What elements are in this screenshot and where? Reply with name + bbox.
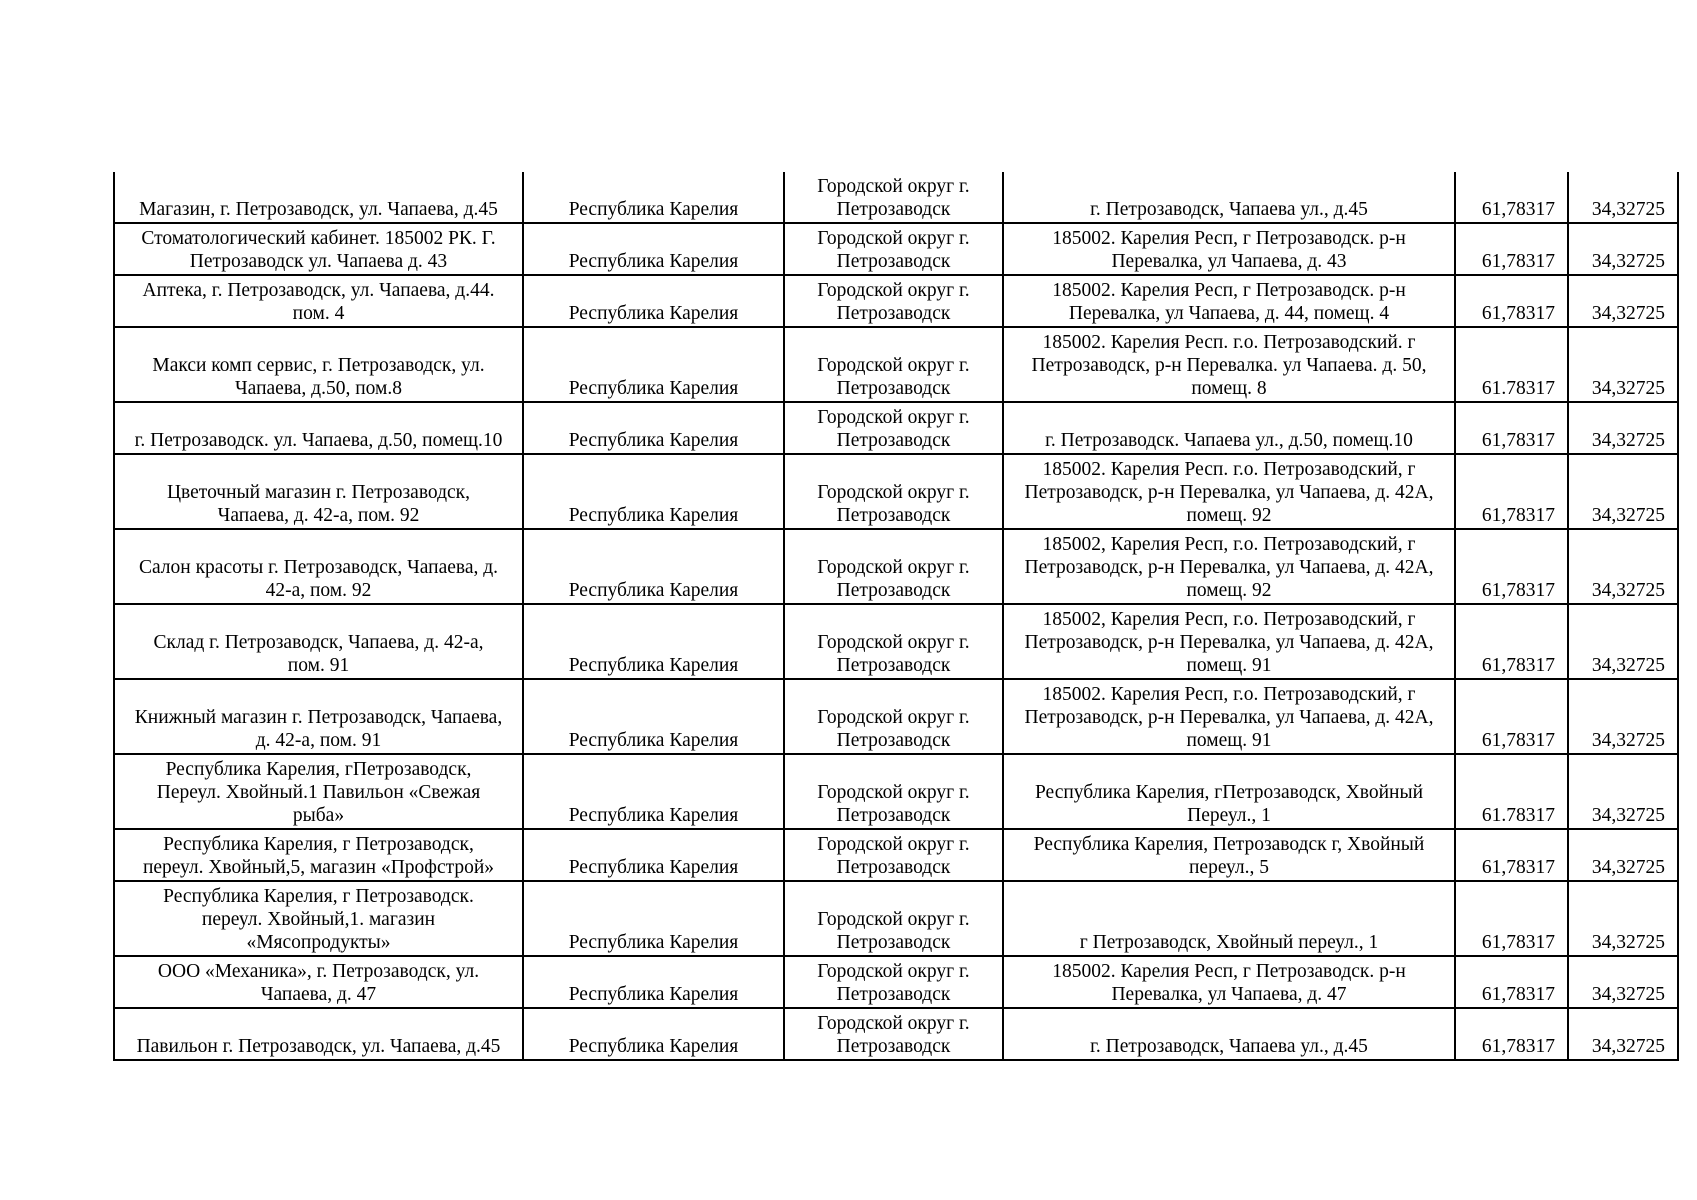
object-name-cell: Цветочный магазин г. Петрозаводск, Чапаева, д. 42-а, пом. 92 — [114, 454, 523, 529]
address-cell: 185002. Карелия Респ, г Петрозаводск. р-н Перевалка, ул Чапаева, д. 47 — [1003, 956, 1455, 1008]
latitude-cell: 61,78317 — [1455, 529, 1568, 604]
region-cell: Республика Карелия — [523, 754, 784, 829]
table-row — [114, 172, 1678, 223]
object-name-cell: Аптека, г. Петрозаводск, ул. Чапаева, д.44. пом. 4 — [114, 275, 523, 327]
district-cell: Городской округ г. Петрозаводск — [784, 956, 1003, 1008]
address-cell: г. Петрозаводск, Чапаева ул., д.45 — [1003, 1008, 1455, 1060]
longitude-cell: 34,32725 — [1568, 327, 1678, 402]
region-cell: Республика Карелия — [523, 402, 784, 454]
longitude-cell: 34,32725 — [1568, 679, 1678, 754]
district-cell: Городской округ г. Петрозаводск — [784, 172, 1003, 223]
table-row — [114, 881, 1678, 956]
longitude-cell: 34,32725 — [1568, 1008, 1678, 1060]
region-cell: Республика Карелия — [523, 956, 784, 1008]
district-cell: Городской округ г. Петрозаводск — [784, 327, 1003, 402]
address-cell: 185002. Карелия Респ. г.о. Петрозаводский, г Петрозаводск, р-н Перевалка, ул Чапаева, д. 42А, помещ. 92 — [1003, 454, 1455, 529]
address-cell: Республика Карелия, гПетрозаводск, Хвойный Переул., 1 — [1003, 754, 1455, 829]
object-name-cell: г. Петрозаводск. ул. Чапаева, д.50, помещ.10 — [114, 402, 523, 454]
latitude-cell: 61,78317 — [1455, 454, 1568, 529]
region-cell: Республика Карелия — [523, 829, 784, 881]
object-name-cell: Стоматологический кабинет. 185002 РК. Г. Петрозаводск ул. Чапаева д. 43 — [114, 223, 523, 275]
table-row — [114, 754, 1678, 829]
district-cell: Городской округ г. Петрозаводск — [784, 754, 1003, 829]
longitude-cell: 34,32725 — [1568, 529, 1678, 604]
district-cell: Городской округ г. Петрозаводск — [784, 679, 1003, 754]
table-row — [114, 956, 1678, 1008]
table-row — [114, 679, 1678, 754]
region-cell: Республика Карелия — [523, 679, 784, 754]
region-cell: Республика Карелия — [523, 172, 784, 223]
district-cell: Городской округ г. Петрозаводск — [784, 275, 1003, 327]
district-cell: Городской округ г. Петрозаводск — [784, 829, 1003, 881]
region-cell: Республика Карелия — [523, 1008, 784, 1060]
district-cell: Городской округ г. Петрозаводск — [784, 402, 1003, 454]
longitude-cell: 34,32725 — [1568, 881, 1678, 956]
address-cell: 185002. Карелия Респ. г.о. Петрозаводский. г Петрозаводск, р-н Перевалка. ул Чапаева. д. 50, помещ. 8 — [1003, 327, 1455, 402]
table-body — [114, 172, 1678, 1060]
object-name-cell: Магазин, г. Петрозаводск, ул. Чапаева, д.45 — [114, 172, 523, 223]
region-cell: Республика Карелия — [523, 223, 784, 275]
address-cell: 185002, Карелия Респ, г.о. Петрозаводский, г Петрозаводск, р-н Перевалка, ул Чапаева, д. 42А, помещ. 91 — [1003, 604, 1455, 679]
longitude-cell: 34,32725 — [1568, 402, 1678, 454]
latitude-cell: 61,78317 — [1455, 829, 1568, 881]
table-row — [114, 402, 1678, 454]
latitude-cell: 61,78317 — [1455, 275, 1568, 327]
region-cell: Республика Карелия — [523, 327, 784, 402]
object-name-cell: Павильон г. Петрозаводск, ул. Чапаева, д.45 — [114, 1008, 523, 1060]
latitude-cell: 61,78317 — [1455, 604, 1568, 679]
region-cell: Республика Карелия — [523, 275, 784, 327]
object-name-cell: Книжный магазин г. Петрозаводск, Чапаева, д. 42-а, пом. 91 — [114, 679, 523, 754]
table-row — [114, 1008, 1678, 1060]
address-cell: 185002. Карелия Респ, г.о. Петрозаводский, г Петрозаводск, р-н Перевалка, ул Чапаева, д. 42А, помещ. 91 — [1003, 679, 1455, 754]
region-cell: Республика Карелия — [523, 604, 784, 679]
object-name-cell: ООО «Механика», г. Петрозаводск, ул. Чапаева, д. 47 — [114, 956, 523, 1008]
latitude-cell: 61,78317 — [1455, 679, 1568, 754]
data-table — [113, 172, 1679, 1061]
address-cell: г. Петрозаводск, Чапаева ул., д.45 — [1003, 172, 1455, 223]
table-row — [114, 223, 1678, 275]
district-cell: Городской округ г. Петрозаводск — [784, 604, 1003, 679]
table-row — [114, 829, 1678, 881]
region-cell: Республика Карелия — [523, 454, 784, 529]
longitude-cell: 34,32725 — [1568, 754, 1678, 829]
region-cell: Республика Карелия — [523, 881, 784, 956]
longitude-cell: 34,32725 — [1568, 956, 1678, 1008]
table-row — [114, 529, 1678, 604]
latitude-cell: 61,78317 — [1455, 223, 1568, 275]
object-name-cell: Республика Карелия, гПетрозаводск, Переул. Хвойный.1 Павильон «Свежая рыба» — [114, 754, 523, 829]
address-cell: г. Петрозаводск. Чапаева ул., д.50, помещ.10 — [1003, 402, 1455, 454]
address-cell: 185002. Карелия Респ, г Петрозаводск. р-н Перевалка, ул Чапаева, д. 43 — [1003, 223, 1455, 275]
object-name-cell: Склад г. Петрозаводск, Чапаева, д. 42-а, пом. 91 — [114, 604, 523, 679]
district-cell: Городской округ г. Петрозаводск — [784, 881, 1003, 956]
table-row — [114, 604, 1678, 679]
latitude-cell: 61.78317 — [1455, 327, 1568, 402]
address-cell: Республика Карелия, Петрозаводск г, Хвойный переул., 5 — [1003, 829, 1455, 881]
latitude-cell: 61,78317 — [1455, 881, 1568, 956]
latitude-cell: 61,78317 — [1455, 402, 1568, 454]
latitude-cell: 61,78317 — [1455, 956, 1568, 1008]
longitude-cell: 34,32725 — [1568, 454, 1678, 529]
longitude-cell: 34,32725 — [1568, 829, 1678, 881]
address-cell: 185002. Карелия Респ, г Петрозаводск. р-н Перевалка, ул Чапаева, д. 44, помещ. 4 — [1003, 275, 1455, 327]
table-row — [114, 454, 1678, 529]
district-cell: Городской округ г. Петрозаводск — [784, 223, 1003, 275]
table-row — [114, 327, 1678, 402]
district-cell: Городской округ г. Петрозаводск — [784, 529, 1003, 604]
region-cell: Республика Карелия — [523, 529, 784, 604]
latitude-cell: 61.78317 — [1455, 754, 1568, 829]
address-cell: 185002, Карелия Респ, г.о. Петрозаводский, г Петрозаводск, р-н Перевалка, ул Чапаева, д. 42А, помещ. 92 — [1003, 529, 1455, 604]
latitude-cell: 61,78317 — [1455, 172, 1568, 223]
longitude-cell: 34,32725 — [1568, 223, 1678, 275]
district-cell: Городской округ г. Петрозаводск — [784, 454, 1003, 529]
longitude-cell: 34,32725 — [1568, 604, 1678, 679]
latitude-cell: 61,78317 — [1455, 1008, 1568, 1060]
district-cell: Городской округ г. Петрозаводск — [784, 1008, 1003, 1060]
longitude-cell: 34,32725 — [1568, 172, 1678, 223]
address-cell: г Петрозаводск, Хвойный переул., 1 — [1003, 881, 1455, 956]
table-row — [114, 275, 1678, 327]
object-name-cell: Салон красоты г. Петрозаводск, Чапаева, д. 42-а, пом. 92 — [114, 529, 523, 604]
object-name-cell: Республика Карелия, г Петрозаводск, переул. Хвойный,5, магазин «Профстрой» — [114, 829, 523, 881]
object-name-cell: Макси комп сервис, г. Петрозаводск, ул. Чапаева, д.50, пом.8 — [114, 327, 523, 402]
object-name-cell: Республика Карелия, г Петрозаводск. переул. Хвойный,1. магазин «Мясопродукты» — [114, 881, 523, 956]
longitude-cell: 34,32725 — [1568, 275, 1678, 327]
